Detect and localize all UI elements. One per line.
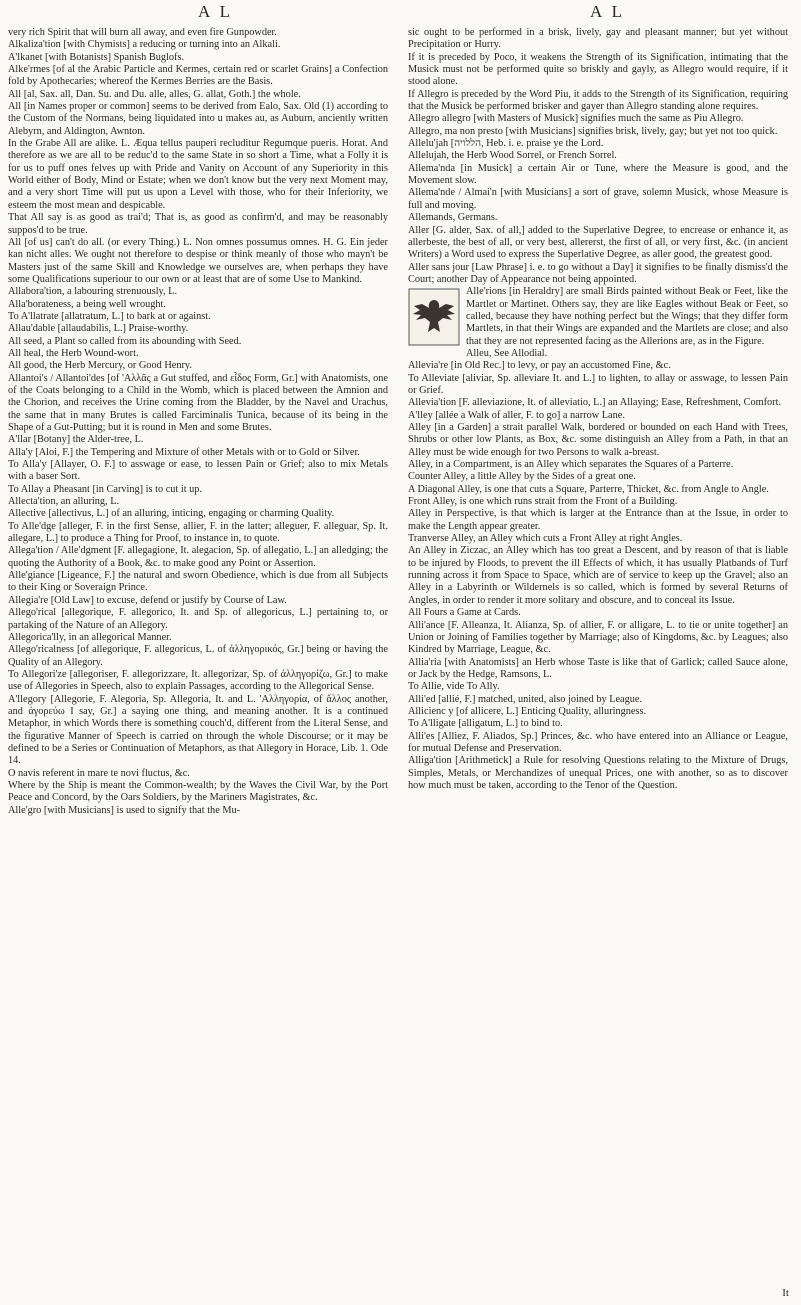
entry-right: To Alleviate [aliviar, Sp. alleviare It. and L.] to lighten, to allay or asswage, to lessen Pain or Grief.: [408, 372, 788, 396]
entry-right: Allema'nde / Almai'n [with Musicians] a sort of grave, solemn Musick, whose Measure is full and moving.: [408, 187, 788, 211]
entry-left: Allau'dable [allaudabilis, L.] Praise-worthy.: [8, 323, 189, 335]
entry-right: An Alley in Ziczac, an Alley which has too great a Descent, and by reason of that is liable to be injured by Floods, to prevent the ill Effects of which, it has usually Platbands of Turf running across it from Space to Space, which are of service to keep up the Gravel; also an Alley in a Labyrinth or Wildernels is so called, which is formed by several Returns of Angles, in order to render it more solitary and obscure, and to conceal its Issue.: [408, 545, 788, 606]
entry-left: To Alle'dge [alleger, F. in the first Sense, allier, F. in the latter; alleguer, F. alleguar, Sp. It. allegare, L.] to produce a Thing for Proof, to instance in, to quote.: [8, 520, 388, 545]
running-head-right: A L: [590, 2, 625, 21]
running-head-left: A L: [198, 2, 233, 21]
entry-right: Alleu, See Allodial.: [466, 347, 548, 359]
entry-right: Alli'ance [F. Alleanza, It. Alianza, Sp. of allier, F. or alligare, L. to tie or unite together] an Union or Joining of Families together by Marriage; also of Kingdoms, &c. by Leagues; also Kindred by Marriage, League, &c.: [408, 619, 788, 656]
entry-left: very rich Spirit that will burn all away, and even fire Gunpowder.: [8, 27, 277, 38]
left-column: [8, 27, 388, 1292]
entry-left: Alle'gro [with Musicians] is used to signify that the Mu-: [8, 804, 241, 816]
entry-right: Allia'ria [with Anatomists] an Herb whose Taste is like that of Garlick; called Sauce alone, or Jack by the Hedge, Ramsons, L.: [408, 656, 788, 680]
entry-left: Alla'y [Aloi, F.] the Tempering and Mixture of other Metals with or to Gold or Silver.: [8, 446, 360, 458]
entry-left: All good, the Herb Mercury, or Good Henry.: [8, 360, 192, 372]
entry-left: Allego'ricalness [of allegorique, F. allegoricus, L. of ἀλληγορικός, Gr.] being or having the Quality of an Allegory.: [8, 644, 388, 668]
catchword: It: [782, 1287, 789, 1299]
entry-right: Allegro allegro [with Masters of Musick] signifies much the same as Piu Allegro.: [408, 113, 744, 125]
entry-left: To Alla'y [Allayer, O. F.] to asswage or ease, to lessen Pain or Grief; also to mix Metals with a baser Sort.: [8, 459, 388, 483]
entry-left: Where by the Ship is meant the Common-wealth; by the Waves the Civil War, by the Port Peace and Concord, by the Oars Soldiers, by the Mariners Magistrates, &c.: [8, 779, 388, 804]
entry-left: Allego'rical [allegorique, F. allegorico, It. and Sp. of allegoricus, L.] pertaining to, or partaking of the Nature of an Allegory.: [8, 607, 388, 631]
entry-left: A'llar [Botany] the Alder-tree, L.: [8, 434, 144, 446]
entry-left: Alla'borateness, a being well wrought.: [8, 298, 166, 310]
entry-right: A'lley [allée a Walk of aller, F. to go] a narrow Lane.: [408, 409, 625, 421]
entry-left: A'llegory [Allegorie, F. Alegoria, Sp. Allegoria, It. and L. 'Αλληγορία, of ἄλλος another, and ἀγορεύω I say, Gr.] a saying one thing, and meaning another. It is a continued Metaphor, in which Words there is something couch'd, different from the Literal Sense, and the figurative Manner of Speech is carried on through the whole Discourse; or it may be defined to be a Series or Continuation of Metaphors, as that Allegory in Horace, Lib. 1. Ode 14.: [8, 693, 388, 767]
right-column: [408, 27, 788, 1292]
entry-left: Alkaliza'tion [with Chymists] a reducing or turning into an Alkali.: [8, 39, 281, 51]
entry-right: sic ought to be performed in a brisk, lively, gay and pleasant manner; but yet without Precipitation or Hurry.: [408, 27, 788, 51]
entry-left: Alke'rmes [of al the Arabic Particle and Kermes, certain red or scarlet Grains] a Confection fold by Apothecaries; whereof the Kermes Berries are the Basis.: [8, 64, 388, 88]
entry-left: That All say is as good as trai'd; That is, as good as confirm'd, and may be reasonably suppos'd to be true.: [8, 212, 388, 236]
entry-right: To Allie, vide To Ally.: [408, 681, 500, 693]
entry-left: To A'llatrate [allatratum, L.] to bark at or against.: [8, 310, 211, 322]
entry-left: All [in Names proper or common] seems to be derived from Ealo, Sax. Old (1) according to the Custom of the Normans, being liquidated into u makes au, as Auburn, anciently written Alebyrn, and Aldington, Awnton.: [8, 101, 388, 137]
entry-right: Allelu'jah [הללויה, Heb. i. e. praise ye the Lord.: [408, 138, 604, 150]
entry-right: Alli'es [Alliez, F. Aliados, Sp.] Princes, &c. who have entered into an Alliance or League, for mutual Defense and Preservation.: [408, 730, 788, 754]
entry-left: Allantoi's / Allantoi'des [of 'Αλλᾶς a Gut stuffed, and εἶδος Form, Gr.] with Anatomists, one of the Coats belonging to a Child in the Womb, which is placed between the Amnion and the Chorion, and receives the Urine coming from the Bladder, by the Navel and Urachus, the same that in many Brutes is called Farciminalis Tunica, because of its being in the Shape of a Gut-Putting; but it is round in Men and some Brutes.: [8, 372, 388, 433]
entry-right: Counter Alley, a little Alley by the Sides of a great one.: [408, 471, 636, 483]
entry-left: In the Grabe All are alike. L. Æqua tellus pauperi recluditur Regumque pueris. Horat. And therefore as we are all to be reduc'd to the same State in so short a Time, what a Folly it is for us to puff ones felves up with Pride and Vanity on Account of any Superiority in this World either of Body, Mind or Estate; when we don't know but the very next Moment may, and a very short Time will put us upon a Level with those, who for their Inferiority, we esteem the most mean and despicable.: [8, 138, 388, 211]
entry-left: Allega'tion / Alle'dgment [F. allegagione, It. alegacion, Sp. of allegatio, L.] an alledging; the quoting the Authority of a Book, &c. to make good any Point or Assertion.: [8, 545, 388, 569]
entry-right: Allevia'tion [F. alleviazione, It. of alleviatio, L.] an Allaying; Ease, Refreshment, Comfort.: [408, 397, 782, 409]
entry-left: All [of us] can't do all. (or every Thing.) L. Non omnes possumus omnes. H. G. Ein jeder kan nicht alles. We ought not therefore to despise or think meanly of those who mayn't be Masters just of the same Skill and Knowledge we ourselves are, when perhaps they have some Qualifications superiour to our own or at least that are of some Use to Mankind.: [8, 236, 388, 285]
entry-right: Allegro, ma non presto [with Musicians] signifies brisk, lively, gay; but yet not too quick.: [408, 125, 778, 137]
entry-right: Alle'rions [in Heraldry] are small Birds painted without Beak or Feet, like the Martlet or Martinet. Others say, they are like Eagles without Beak or Feet, so called, because they have nothing perfect but the Wings; that they differ form Martlets, in that their Wings are expanded and the Martlets are close; and also that they are not represented facing as the Allerions are, as in the Figure.: [466, 286, 788, 347]
entry-right: Alley [in a Garden] a strait parallel Walk, bordered or bounded on each Hand with Trees, Shrubs or other low Plants, as Box, &c. some distinguish an Alley from a Path, in that an Alley must be wide enough for two Persons to walk a-breast.: [408, 422, 788, 458]
entry-left: All heal, the Herb Wound-wort.: [8, 347, 139, 359]
entry-right: Aller [G. alder, Sax. of all,] added to the Superlative Degree, to encrease or enhance it, as allerbeste, the best of all, or very best, allererst, the first of all, or very first, &c. (in ancient Writers) a Word used to express the Superlative Degree, as aller good, the greatest good.: [408, 224, 788, 261]
entry-right: A Diagonal Alley, is one that cuts a Square, Parterre, Thicket, &c. from Angle to Angle.: [408, 483, 769, 495]
entry-left: Allective [allectivus, L.] of an alluring, inticing, engaging or charming Quality.: [8, 508, 335, 520]
entry-right: Alley in Perspective, is that which is larger at the Entrance than at the Issue, in order to make the Length appear greater.: [408, 508, 788, 532]
entry-left: Alle'giance [Ligeance, F.] the natural and sworn Obedience, which is due from all Subjects to their King or Soveraign Prince.: [8, 570, 388, 594]
entry-left: A'lkanet [with Botanists] Spanish Buglofs.: [8, 51, 185, 63]
entry-right: Allelujah, the Herb Wood Sorrel, or French Sorrel.: [408, 150, 617, 162]
entry-left: Allegorica'lly, in an allegorical Manner.: [8, 631, 172, 643]
entry-right: Alli'ed [allié, F.] matched, united, also joined by League.: [408, 693, 643, 705]
entry-left: O navis referent in mare te novi fluctus, &c.: [8, 767, 190, 779]
entry-left: Allabora'tion, a labouring strenuously, L.: [8, 286, 178, 298]
allerion-heraldic-bird-icon: [408, 288, 460, 346]
entry-right: Allevia're [in Old Rec.] to levy, or pay an accustomed Fine, &c.: [408, 360, 671, 372]
entry-left: All seed, a Plant so called from its abounding with Seed.: [8, 335, 242, 347]
entry-left: Allegia're [Old Law] to excuse, defend or justify by Course of Law.: [8, 594, 287, 606]
entry-right: To A'lligate [alligatum, L.] to bind to.: [408, 718, 563, 730]
entry-left: Allecta'tion, an alluring, L.: [8, 496, 120, 508]
entry-left: To Allegori'ze [allegoriser, F. allegorizzare, It. allegorizar, Sp. of ἀλληγορίζω, Gr.] to make use of Allegories in Speech, also to explain Passages, according to the Allegorical Sense.: [8, 668, 388, 693]
entry-right: All Fours a Game at Cards.: [408, 607, 521, 619]
entry-right: Front Alley, is one which runs strait from the Front of a Building.: [408, 496, 678, 508]
entry-right: Allicienc y [of allicere, L.] Enticing Quality, alluringness.: [408, 705, 647, 717]
entry-right: Allema'nda [in Musick] a certain Air or Tune, where the Measure is good, and the Movement slow.: [408, 162, 788, 187]
entry-right: If it is preceded by Poco, it weakens the Strength of its Signification, intimating that the Musick must not be performed quite so briskly and gayly, as Allegro would require, if it stood alone.: [408, 51, 788, 88]
entry-right: Allemands, Germans.: [408, 212, 498, 224]
entry-right: Aller sans jour [Law Phrase] i. e. to go without a Day] it signifies to be finally dismiss'd the Court; another Day of Appearance not being appointed.: [408, 261, 788, 285]
entry-right: If Allegro is preceded by the Word Piu, it adds to the Strength of its Signification, requiring that the Musick be performed brisker and gayer than Allegro standing alone requires.: [408, 88, 788, 113]
entry-right: Alley, in a Compartment, is an Alley which separates the Squares of a Parterre.: [408, 459, 734, 471]
entry-left: To Allay a Pheasant [in Carving] is to cut it up.: [8, 483, 203, 495]
entry-right: Alliga'tion [Arithmetick] a Rule for resolving Questions relating to the Mixture of Drugs, Simples, Metals, or Merchandizes of unequal Prices, one with another, so as to discover how much must be taken, according to the Tenor of the Question.: [408, 755, 788, 791]
entry-right: Tranverse Alley, an Alley which cuts a Front Alley at right Angles.: [408, 533, 683, 545]
entry-left: All [al, Sax. all, Dan. Su. and Du. alle, alles, G. allat, Goth.] the whole.: [8, 88, 301, 100]
